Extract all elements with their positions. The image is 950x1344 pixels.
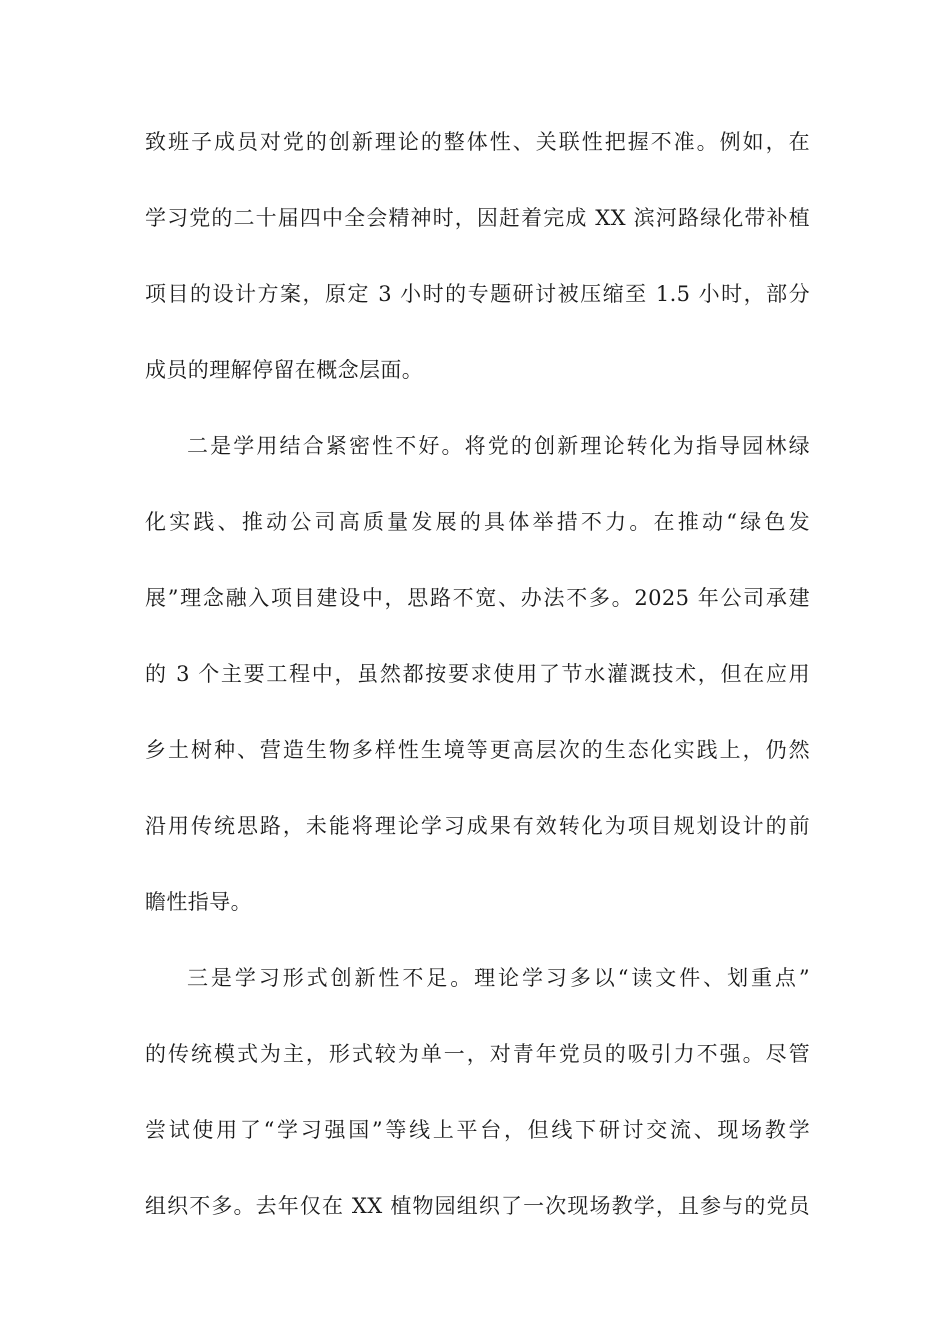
- text-line: 致班子成员对党的创新理论的整体性、关联性把握不准。例如，在: [145, 130, 810, 154]
- text-line: 项目的设计方案，原定 3 小时的专题研讨被压缩至 1.5 小时，部分: [145, 282, 810, 306]
- text-line: 沿用传统思路，未能将理论学习成果有效转化为项目规划设计的前: [145, 814, 810, 838]
- text-line: 乡土树种、营造生物多样性生境等更高层次的生态化实践上，仍然: [145, 738, 810, 762]
- paragraph-first-line: 二是学用结合紧密性不好。将党的创新理论转化为指导园林绿: [187, 434, 810, 458]
- paragraph-first-line: 三是学习形式创新性不足。理论学习多以“读文件、划重点”: [187, 966, 810, 990]
- text-line: 化实践、推动公司高质量发展的具体举措不力。在推动“绿色发: [145, 510, 810, 534]
- text-line: 学习党的二十届四中全会精神时，因赶着完成 XX 滨河路绿化带补植: [145, 206, 810, 230]
- text-line: 的传统模式为主，形式较为单一，对青年党员的吸引力不强。尽管: [145, 1042, 810, 1066]
- text-line: 瞻性指导。: [145, 890, 252, 914]
- text-line: 展”理念融入项目建设中，思路不宽、办法不多。2025 年公司承建: [145, 586, 810, 610]
- text-line: 的 3 个主要工程中，虽然都按要求使用了节水灌溉技术，但在应用: [145, 662, 810, 686]
- text-line: 组织不多。去年仅在 XX 植物园组织了一次现场教学，且参与的党员: [145, 1194, 810, 1218]
- text-line: 尝试使用了“学习强国”等线上平台，但线下研讨交流、现场教学: [145, 1118, 810, 1142]
- text-line: 成员的理解停留在概念层面。: [145, 358, 424, 382]
